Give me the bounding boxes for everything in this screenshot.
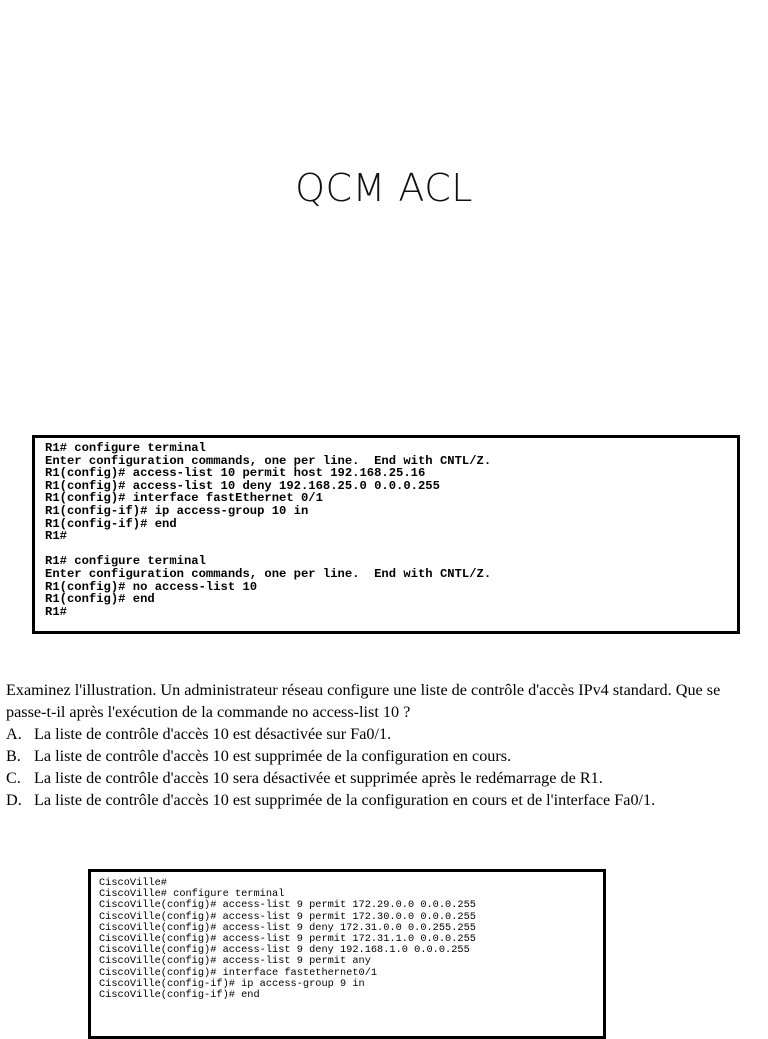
terminal-line: R1(config-if)# ip access-group 10 in bbox=[45, 503, 309, 518]
answer-option-d bbox=[6, 789, 762, 811]
answer-text: La liste de contrôle d'accès 10 est désactivée sur Fa0/1. bbox=[34, 725, 392, 743]
terminal-line: CiscoVille# configure terminal bbox=[99, 888, 285, 901]
terminal-line: Enter configuration commands, one per line. End with CNTL/Z. bbox=[45, 566, 492, 581]
terminal-line: CiscoVille(config-if)# end bbox=[99, 989, 260, 1002]
terminal-line: CiscoVille(config)# access-list 9 permit 172.31.1.0 0.0.0.255 bbox=[99, 933, 476, 946]
answer-letter: D. bbox=[6, 791, 22, 809]
terminal-line: R1(config)# no access-list 10 bbox=[45, 579, 258, 594]
terminal-line: CiscoVille(config)# access-list 9 deny 192.168.1.0 0.0.0.255 bbox=[99, 944, 470, 957]
terminal-line: R1(config)# access-list 10 permit host 192.168.25.16 bbox=[45, 466, 426, 481]
answer-list bbox=[6, 723, 762, 811]
terminal-line: CiscoVille(config)# access-list 9 deny 172.31.0.0 0.0.255.255 bbox=[99, 921, 476, 934]
answer-text: La liste de contrôle d'accès 10 sera désactivée et supprimée après le redémarrage de R1. bbox=[34, 769, 603, 787]
answer-option-a bbox=[6, 723, 762, 745]
terminal-screenshot-r1 bbox=[32, 435, 740, 634]
answer-letter: C. bbox=[6, 769, 21, 787]
answer-text: La liste de contrôle d'accès 10 est supprimée de la configuration en cours et de l'interface Fa0/1. bbox=[34, 791, 656, 809]
terminal-line: R1# configure terminal bbox=[45, 554, 206, 569]
terminal-line: CiscoVille(config)# access-list 9 permit 172.29.0.0 0.0.0.255 bbox=[99, 899, 476, 912]
terminal-line: R1# bbox=[45, 529, 67, 544]
terminal-line: R1(config)# access-list 10 deny 192.168.25.0 0.0.0.255 bbox=[45, 478, 440, 493]
terminal-line: R1# configure terminal bbox=[45, 441, 206, 455]
terminal-line: CiscoVille(config)# access-list 9 permit 172.30.0.0 0.0.0.255 bbox=[99, 910, 476, 923]
slide-title: QCM ACL bbox=[295, 166, 473, 210]
answer-letter: A. bbox=[6, 725, 22, 743]
terminal-line: CiscoVille(config-if)# ip access-group 9 in bbox=[99, 977, 365, 990]
terminal-line: CiscoVille# bbox=[99, 877, 167, 889]
answer-letter: B. bbox=[6, 747, 21, 765]
terminal-line: CiscoVille(config)# access-list 9 permit any bbox=[99, 955, 371, 968]
question-block bbox=[6, 679, 762, 811]
terminal-screenshot-ciscoville bbox=[88, 869, 606, 1039]
answer-text: La liste de contrôle d'accès 10 est supprimée de la configuration en cours. bbox=[34, 747, 512, 765]
terminal-line: R1(config)# interface fastEthernet 0/1 bbox=[45, 491, 323, 506]
terminal-line: R1(config-if)# end bbox=[45, 516, 177, 531]
terminal-line: R1(config)# end bbox=[45, 592, 155, 607]
terminal-line: R1# bbox=[45, 604, 67, 619]
answer-option-b bbox=[6, 745, 762, 767]
question-stem: Examinez l'illustration. Un administrateur réseau configure une liste de contrôle d'accès IPv4 standard. Que se passe-t-il après l'exécution de la commande no access-list 10 ? bbox=[6, 681, 721, 721]
terminal-line: Enter configuration commands, one per line. End with CNTL/Z. bbox=[45, 453, 492, 468]
terminal-line: CiscoVille(config)# interface fastethernet0/1 bbox=[99, 966, 378, 979]
answer-option-c bbox=[6, 767, 762, 789]
